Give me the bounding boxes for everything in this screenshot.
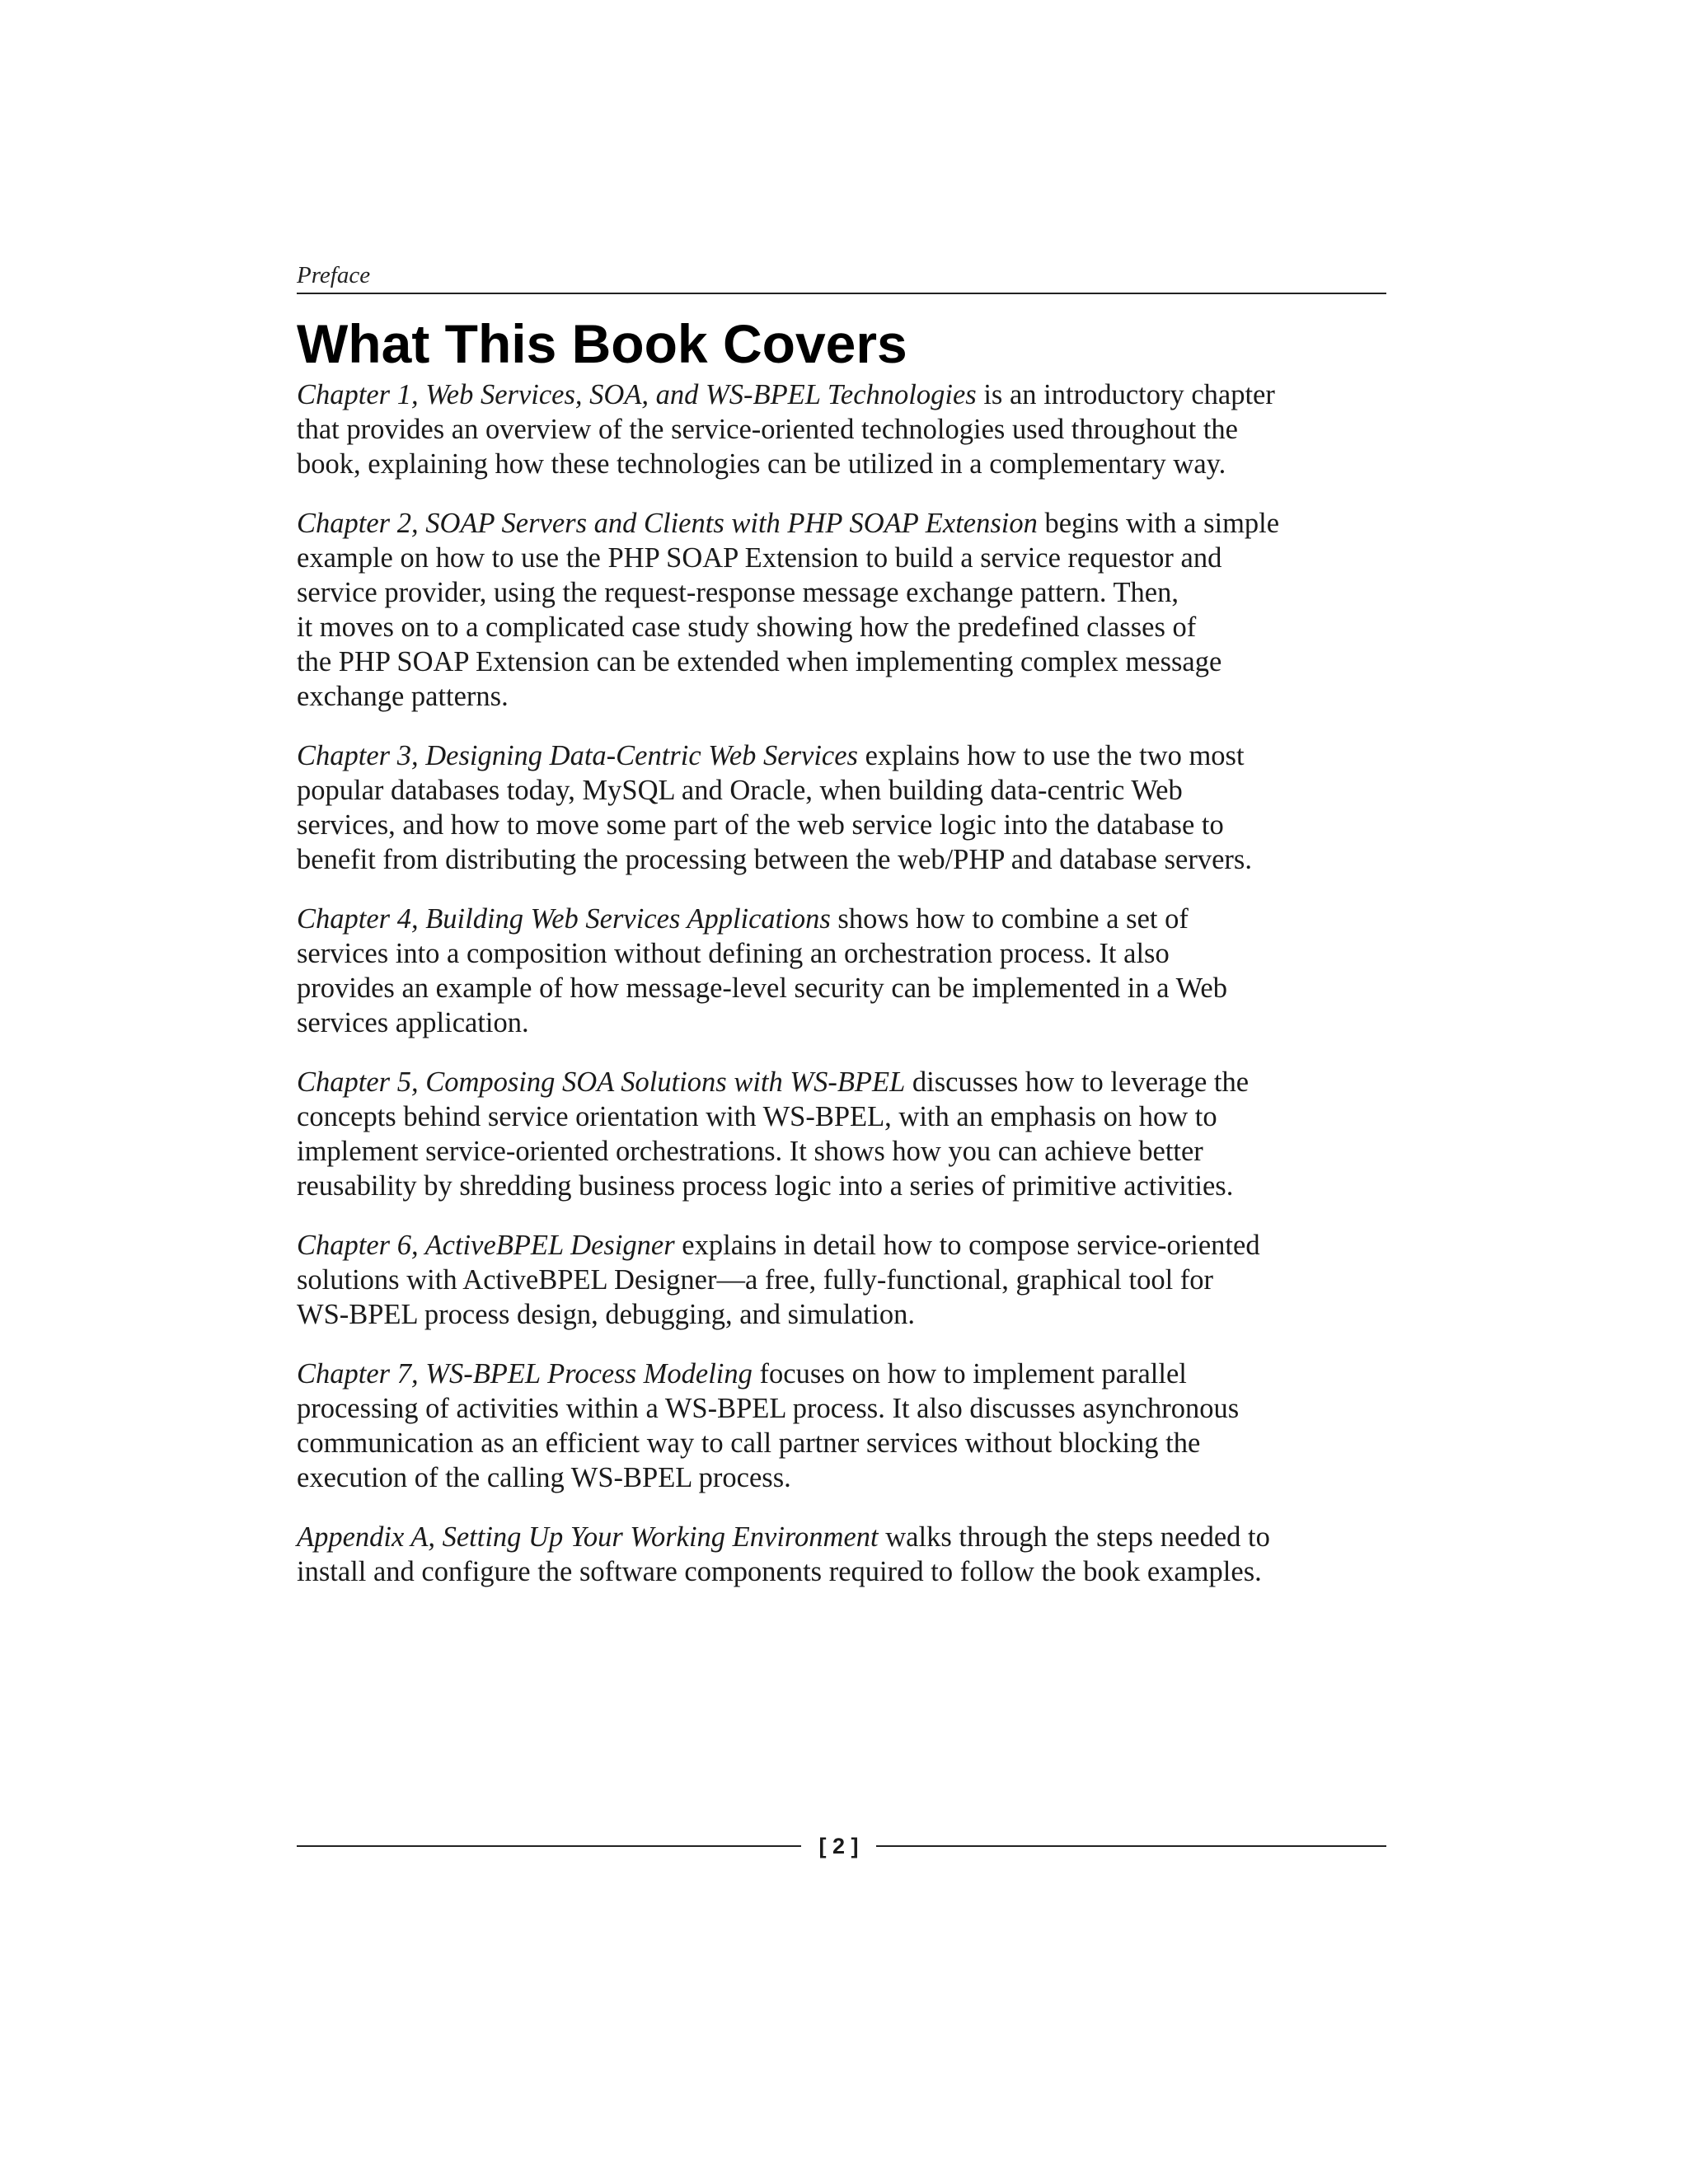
paragraph-line: services into a composition without defining an orchestration process. It also [297, 938, 1170, 969]
chapter-4-paragraph [297, 902, 1397, 1040]
paragraph-line: install and configure the software components required to follow the book examples. [297, 1556, 1262, 1587]
paragraph-line: service provider, using the request-response message exchange pattern. Then, [297, 577, 1179, 608]
paragraph-line: exchange patterns. [297, 681, 509, 712]
paragraph-line: popular databases today, MySQL and Oracle, when building data-centric Web [297, 775, 1183, 806]
paragraph-line: services, and how to move some part of the web service logic into the database to [297, 809, 1224, 841]
paragraph-line: book, explaining how these technologies can be utilized in a complementary way. [297, 448, 1226, 480]
paragraph-line: services application. [297, 1007, 529, 1038]
paragraph-text: explains in detail how to compose service-oriented [674, 1230, 1260, 1261]
paragraph-line [297, 506, 1397, 541]
paragraph-line: example on how to use the PHP SOAP Extension to build a service requestor and [297, 542, 1222, 574]
chapter-6-title: Chapter 6, ActiveBPEL Designer [297, 1230, 675, 1261]
paragraph-line: benefit from distributing the processing between the web/PHP and database servers. [297, 844, 1252, 875]
paragraph-line: concepts behind service orientation with WS-BPEL, with an emphasis on how to [297, 1101, 1217, 1132]
paragraph-text: shows how to combine a set of [830, 903, 1189, 935]
appendix-a-title: Appendix A, Setting Up Your Working Environment [297, 1521, 879, 1553]
chapter-2-paragraph [297, 506, 1397, 714]
chapter-3-title: Chapter 3, Designing Data-Centric Web Services [297, 740, 858, 771]
appendix-a-paragraph [297, 1520, 1397, 1589]
paragraph-line: that provides an overview of the service-oriented technologies used throughout the [297, 414, 1238, 445]
chapter-2-title: Chapter 2, SOAP Servers and Clients with PHP SOAP Extension [297, 508, 1038, 539]
paragraph-text: is an introductory chapter [976, 379, 1275, 410]
paragraph-line: reusability by shredding business process logic into a series of primitive activities. [297, 1170, 1234, 1202]
running-header: Preface [297, 262, 371, 288]
paragraph-line: processing of activities within a WS-BPEL process. It also discusses asynchronous [297, 1393, 1240, 1424]
paragraph-line: communication as an efficient way to call partner services without blocking the [297, 1427, 1201, 1459]
paragraph-line: execution of the calling WS-BPEL process. [297, 1462, 791, 1493]
chapter-list [297, 377, 1397, 1614]
paragraph-line [297, 1065, 1397, 1099]
paragraph-line: it moves on to a complicated case study showing how the predefined classes of [297, 612, 1197, 643]
section-title: What This Book Covers [297, 313, 907, 374]
page-footer [297, 1830, 1386, 1863]
page-number: [ 2 ] [818, 1834, 859, 1858]
chapter-5-title: Chapter 5, Composing SOA Solutions with WS-BPEL [297, 1066, 906, 1098]
paragraph-line [297, 738, 1397, 773]
chapter-7-paragraph [297, 1357, 1397, 1495]
chapter-4-title: Chapter 4, Building Web Services Applications [297, 903, 831, 935]
paragraph-line [297, 1357, 1397, 1391]
footer-rule-left [297, 1845, 801, 1847]
paragraph-line [297, 1520, 1397, 1554]
paragraph-line: solutions with ActiveBPEL Designer—a free, fully-functional, graphical tool for [297, 1264, 1214, 1296]
paragraph-text: discusses how to leverage the [905, 1066, 1250, 1098]
footer-rule-right [876, 1845, 1386, 1847]
paragraph-line [297, 1228, 1397, 1263]
chapter-3-paragraph [297, 738, 1397, 877]
paragraph-line: the PHP SOAP Extension can be extended when implementing complex message [297, 646, 1222, 677]
paragraph-text: focuses on how to implement parallel [752, 1358, 1187, 1390]
chapter-1-paragraph [297, 377, 1397, 481]
chapter-6-paragraph [297, 1228, 1397, 1332]
paragraph-text: begins with a simple [1037, 508, 1280, 539]
paragraph-text: walks through the steps needed to [878, 1521, 1270, 1553]
paragraph-line: implement service-oriented orchestrations. It shows how you can achieve better [297, 1136, 1203, 1167]
paragraph-line [297, 377, 1397, 412]
paragraph-line [297, 902, 1397, 936]
chapter-7-title: Chapter 7, WS-BPEL Process Modeling [297, 1358, 753, 1390]
chapter-1-title: Chapter 1, Web Services, SOA, and WS-BPEL Technologies [297, 379, 977, 410]
paragraph-text: explains how to use the two most [857, 740, 1245, 771]
paragraph-line: WS-BPEL process design, debugging, and simulation. [297, 1299, 915, 1330]
header-rule [297, 293, 1386, 294]
chapter-5-paragraph [297, 1065, 1397, 1203]
paragraph-line: provides an example of how message-level security can be implemented in a Web [297, 972, 1227, 1004]
